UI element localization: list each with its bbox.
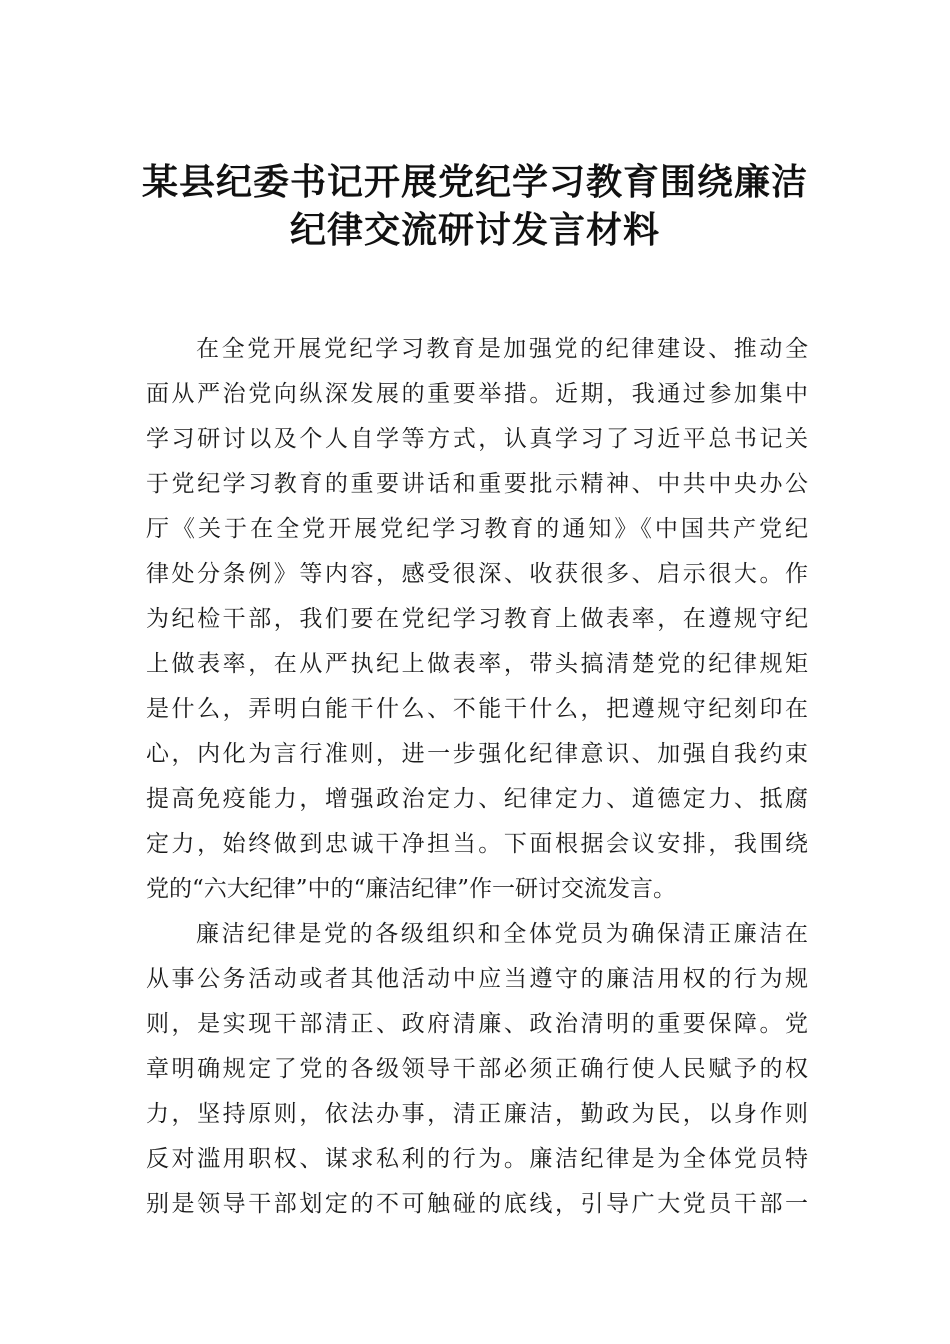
paragraph-1-line: 上做表率，在从严执纪上做表率，带头搞清楚党的纪律规矩 — [146, 651, 808, 677]
paragraph-2-line: 廉洁纪律是党的各级组织和全体党员为确保清正廉洁在 — [196, 921, 808, 947]
paragraph-1-line: 定力，始终做到忠诚干净担当。下面根据会议安排，我围绕 — [146, 831, 808, 857]
paragraph-1-line: 提高免疫能力，增强政治定力、纪律定力、道德定力、抵腐 — [146, 786, 808, 812]
paragraph-1-line: 面从严治党向纵深发展的重要举措。近期，我通过参加集中 — [146, 381, 808, 407]
paragraph-1-line: 在全党开展党纪学习教育是加强党的纪律建设、推动全 — [196, 336, 808, 362]
paragraph-1-line: 心，内化为言行准则，进一步强化纪律意识、加强自我约束 — [146, 741, 808, 767]
paragraph-1-line: 律处分条例》等内容，感受很深、收获很多、启示很大。作 — [146, 561, 808, 587]
paragraph-2-line: 从事公务活动或者其他活动中应当遵守的廉洁用权的行为规 — [146, 966, 808, 992]
paragraph-1-line: 于党纪学习教育的重要讲话和重要批示精神、中共中央办公 — [146, 471, 808, 497]
paragraph-2-line: 反对滥用职权、谋求私利的行为。廉洁纪律是为全体党员特 — [146, 1146, 808, 1172]
paragraph-1-line: 学习研讨以及个人自学等方式，认真学习了习近平总书记关 — [146, 426, 808, 452]
paragraph-2-line: 章明确规定了党的各级领导干部必须正确行使人民赋予的权 — [146, 1056, 808, 1082]
document-title-line-1: 某县纪委书记开展党纪学习教育围绕廉洁 — [141, 161, 808, 203]
paragraph-1-line: 是什么，弄明白能干什么、不能干什么，把遵规守纪刻印在 — [146, 696, 808, 722]
paragraph-1-line: 为纪检干部，我们要在党纪学习教育上做表率，在遵规守纪 — [146, 606, 808, 632]
paragraph-2-line: 则，是实现干部清正、政府清廉、政治清明的重要保障。党 — [146, 1011, 808, 1037]
paragraph-2-line: 别是领导干部划定的不可触碰的底线，引导广大党员干部一 — [146, 1191, 808, 1217]
paragraph-1-line: 厅《关于在全党开展党纪学习教育的通知》《中国共产党纪 — [146, 516, 808, 542]
document-title-line-2: 纪律交流研讨发言材料 — [289, 209, 660, 251]
paragraph-1-line: 党的“六大纪律”中的“廉洁纪律”作一研讨交流发言。 — [146, 876, 677, 902]
paragraph-2-line: 力，坚持原则，依法办事，清正廉洁，勤政为民，以身作则 — [146, 1101, 808, 1127]
